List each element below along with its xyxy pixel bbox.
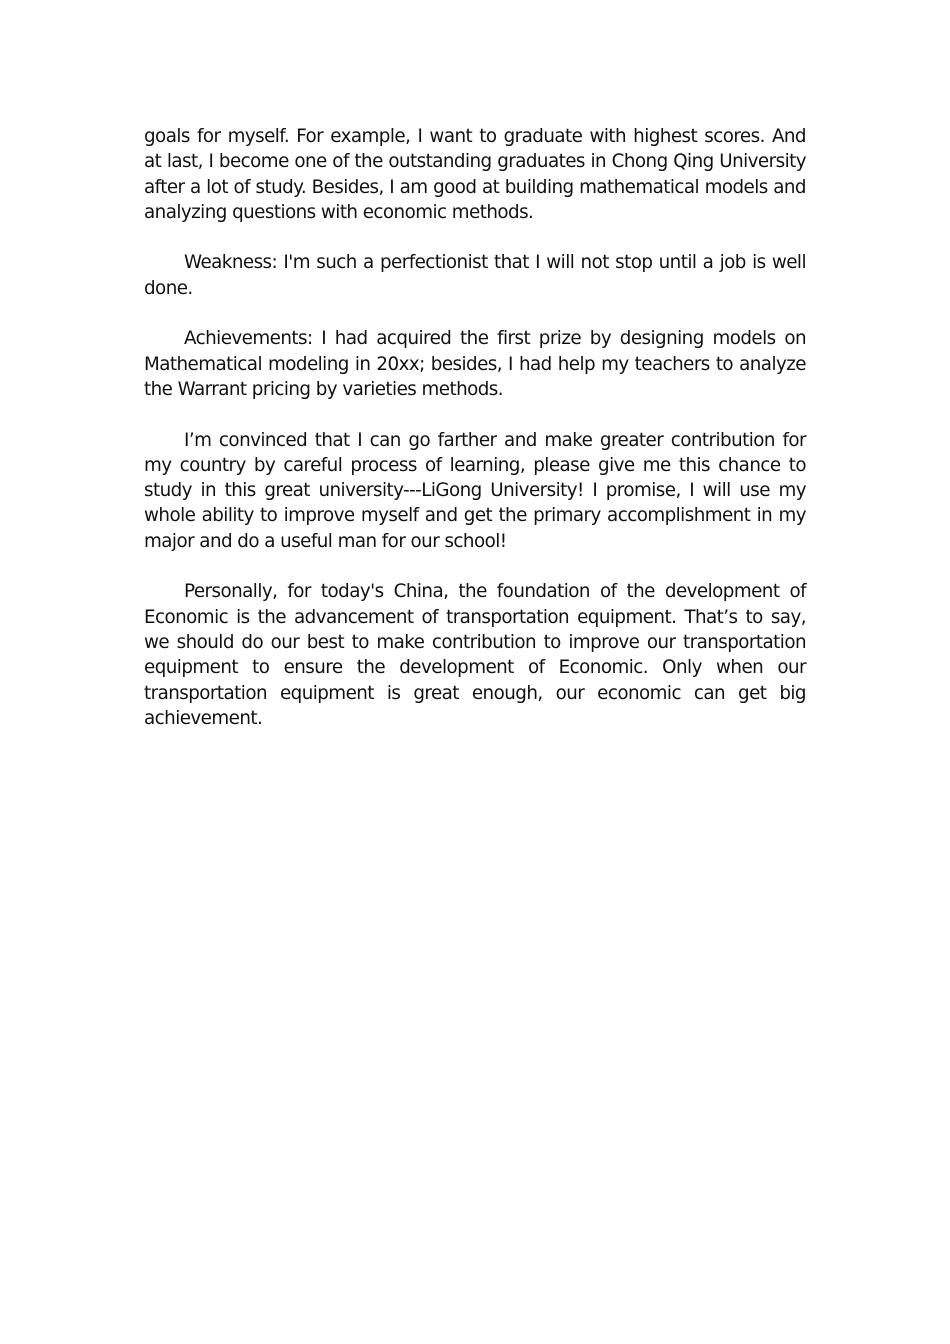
paragraph-personal-view: Personally, for today's China, the foundation of the development of Economic is the advancement of transportation equipment. That’s to say, we should do our best to make contribution to improve our transportation equipment to ensure the development of Economic. Only when our transportation equipment is great enough, our economic can get big achievement. xyxy=(144,581,806,729)
paragraph-conviction: I’m convinced that I can go farther and make greater contribution for my country by careful process of learning, please give me this chance to study in this great university---LiGong University! I promise, I will use my whole ability to improve myself and get the primary accomplishment in my major and do a useful man for our school! xyxy=(144,429,806,552)
document-body xyxy=(144,124,806,756)
paragraph-strengths-continued: goals for myself. For example, I want to graduate with highest scores. And at last, I become one of the outstanding graduates in Chong Qing University after a lot of study. Besides, I am good at building mathematical models and analyzing questions with economic methods. xyxy=(144,126,806,223)
paragraph-weakness: Weakness: I'm such a perfectionist that I will not stop until a job is well done. xyxy=(144,252,806,299)
paragraph-achievements: Achievements: I had acquired the first prize by designing models on Mathematical modeling in 20xx; besides, I had help my teachers to analyze the Warrant pricing by varieties methods. xyxy=(144,328,806,400)
